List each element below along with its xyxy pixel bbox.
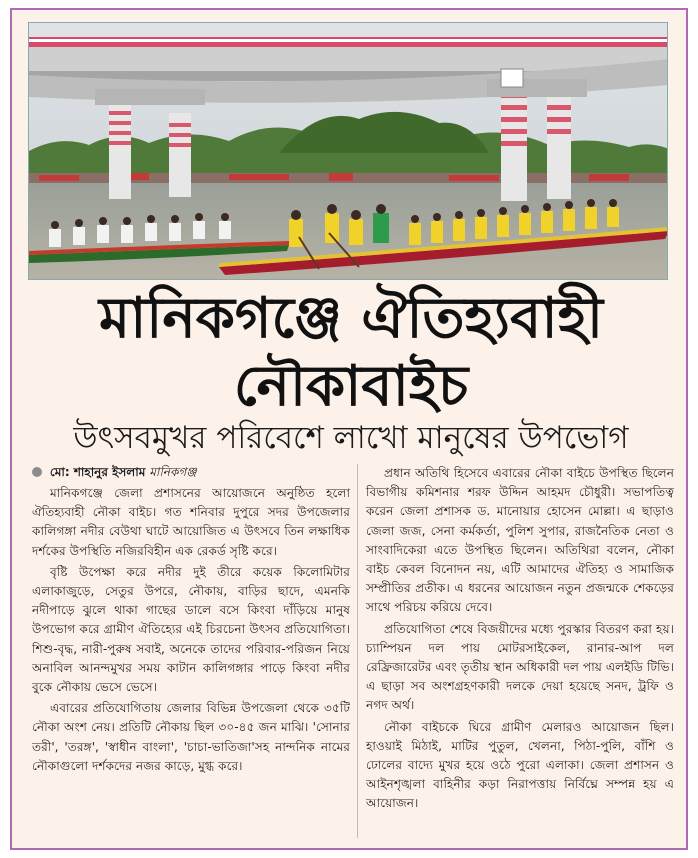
headline-line-2: নৌকাবাইচ	[233, 354, 469, 419]
paragraph: বৃষ্টি উপেক্ষা করে নদীর দুই তীরে কয়েক কিলোমিটার এলাকাজুড়ে, সেতুর উপরে, নৌকায়, বাড়ির ছাদে, এমনকি নদীপাড়ে ঝুলে থাকা গাছের ডালে বসে কিংবা দাঁড়িয়ে মানুষ উপভোগ করে গ্রামীণ ঐতিহ্যের এই চিরচেনা উৎসব প্রতিযোগিতা। শিশু-বৃদ্ধ, নারী-পুরুষ সবাই, অনেকে তাদের পরিবার-পরিজন নিয়ে অনাবিল আনন্দমুখর সময় কাটান কালিগঙ্গার পাড়ে কিংবা নদীর বুকে নৌকায় ভেসে ভেসে।	[32, 564, 350, 695]
paragraph: প্রধান অতিথি হিসেবে এবারের নৌকা বাইচে উপস্থিত ছিলেন বিভাগীয় কমিশনার শরফ উদ্দিন আহমদ চৌধুরী। সভাপতিত্ব করেন জেলা প্রশাসক ড. মানোয়ার হোসেন মোল্লা। এ ছাড়াও জেলা জজ, সেনা কর্মকর্তা, পুলিশ সুপার, রাজনৈতিক নেতা ও সাংবাদিকেরা এতে উপস্থিত ছিলেন। অতিথিরা বলেন, নৌকা বাইচ কেবল বিনোদন নয়, এটি আমাদের ঐতিহ্য ও সামাজিক সম্প্রীতির প্রতীক। এ ধরনের আয়োজন নতুন প্রজন্মকে শেকড়ের সাথে পরিচয় করিয়ে দেবে।	[366, 466, 674, 615]
headline-line-1: মানিকগঞ্জে ঐতিহ্যবাহী	[98, 286, 604, 351]
column-divider	[357, 464, 358, 838]
subheadline: উৎসবমুখর পরিবেশে লাখো মানুষের উপভোগ	[73, 420, 629, 456]
paragraph: প্রতিযোগিতা শেষে বিজয়ীদের মধ্যে পুরস্কার বিতরণ করা হয়। চ্যাম্পিয়ন দল পায় মোটরসাইকেল, রানার-আপ দল রেফ্রিজারেটর এবং তৃতীয় স্থান অধিকারী দল পায় এলইডি টিভি। এ ছাড়া সব অংশগ্রহণকারী দলকে দেয়া হয়েছে সনদ, ট্রফি ও নগদ অর্থ।	[366, 621, 674, 713]
byline	[32, 464, 352, 480]
byline-location: মানিকগঞ্জ	[149, 465, 197, 479]
boat-race-photo	[28, 22, 668, 280]
newspaper-clipping	[10, 8, 688, 850]
bullet-icon	[32, 467, 42, 477]
byline-author: মো: শাহানুর ইসলাম	[49, 465, 146, 479]
paragraph: নৌকা বাইচকে ঘিরে গ্রামীণ মেলারও আয়োজন ছিল। হাওয়াই মিঠাই, মাটির পুতুল, খেলনা, পিঠা-পুলি, বাঁশি ও ঢোলের বাদ্যে মুখর হয়ে ওঠে পুরো এলাকা। জেলা প্রশাসন ও আইনশৃঙ্খলা বাহিনীর কড়া নিরাপত্তায় নির্বিঘ্নে সম্পন্ন হয় এ আয়োজন।	[366, 719, 674, 811]
article-column-left	[32, 484, 350, 778]
article-column-right	[366, 464, 674, 816]
paragraph: এবারের প্রতিযোগিতায় জেলার বিভিন্ন উপজেলা থেকে ৩৫টি নৌকা অংশ নেয়। প্রতিটি নৌকায় ছিল ৩০-৪৫ জন মাঝি। 'সোনার তরী', 'তরঙ্গ', 'স্বাধীন বাংলা', 'চাচা-ভাতিজা'সহ নান্দনিক নামের নৌকাগুলো দর্শকদের নজর কাড়ে, মুগ্ধ করে।	[32, 701, 350, 773]
paragraph: মানিকগঞ্জে জেলা প্রশাসনের আয়োজনে অনুষ্ঠিত হলো ঐতিহ্যবাহী নৌকা বাইচ। গত শনিবার দুপুরে সদর উপজেলার কালিগঙ্গা নদীর বেউথা ঘাটে আয়োজিত এ উৎসবে তিন লক্ষাধিক দর্শকের উপস্থিতি নজিরবিহীন এক রেকর্ড সৃষ্টি করে।	[32, 486, 350, 558]
